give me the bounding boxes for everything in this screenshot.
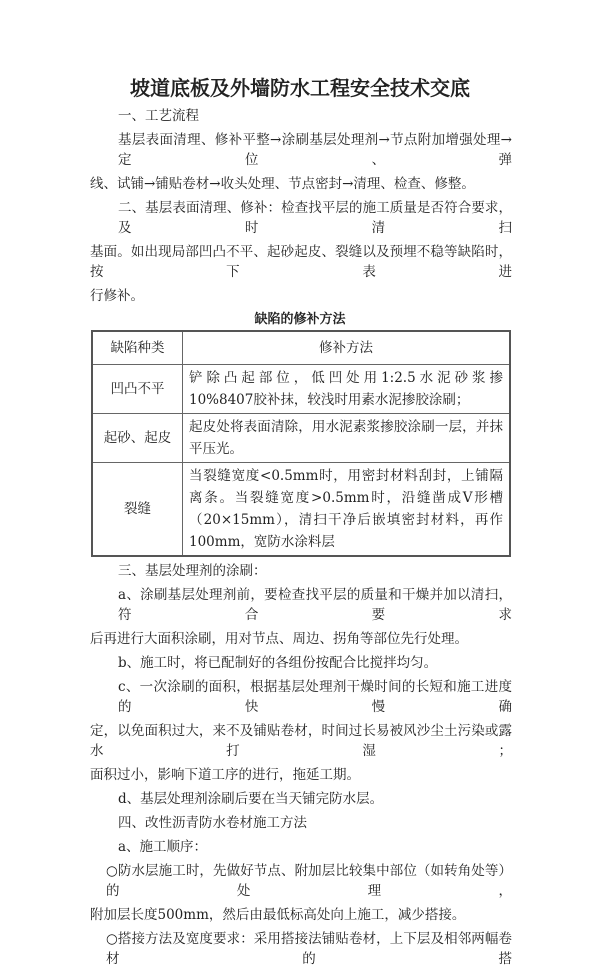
paragraph-line: ○搭接方法及宽度要求：采用搭接法铺贴卷材，上下层及相邻两幅卷材的搭: [106, 930, 512, 967]
paragraph-line: d、基层处理剂涂刷后要在当天铺完防水层。: [118, 790, 384, 807]
paragraph-line: b、施工时，将已配制好的各组份按配合比搅拌均匀。: [118, 654, 438, 671]
table-header: 缺陷种类: [92, 331, 183, 364]
paragraph-line: 基层表面清理、修补平整→涂刷基层处理剂→节点附加增强处理→定位、弹: [118, 132, 512, 168]
paragraph-line: 附加层长度500mm，然后由最低标高处向上施工，减少搭接。: [90, 906, 466, 923]
table-cell: 凹凸不平: [92, 364, 183, 413]
paragraph-line: c、一次涂刷的面积，根据基层处理剂干燥时间的长短和施工进度的快慢确: [118, 678, 512, 715]
table-cell: 裂缝: [92, 462, 183, 556]
table-cell: 起皮处将表面清除，用水泥素浆掺胶涂刷一层，并抹平压光。: [183, 413, 511, 462]
paragraph-line: 后再进行大面积涂刷，用对节点、周边、拐角等部位先行处理。: [90, 630, 468, 647]
defect-repair-table: [91, 330, 511, 557]
paragraph-line: 行修补。: [90, 288, 144, 304]
table-row: [92, 462, 510, 556]
table-header-row: [92, 331, 510, 364]
table-cell: 起砂、起皮: [92, 413, 183, 462]
paragraph-line: 基面。如出现局部凹凸不平、起砂起皮、裂缝以及预埋不稳等缺陷时，按下表进: [90, 244, 512, 280]
section-heading-3: 三、基层处理剂的涂刷：: [118, 562, 267, 579]
paragraph-line: 线、试铺→铺贴卷材→收头处理、节点密封→清理、检查、修整。: [90, 176, 475, 192]
paragraph-line: 面积过小，影响下道工序的进行，拖延工期。: [90, 766, 360, 783]
paragraph-line: 定，以免面积过大，来不及铺贴卷材，时间过长易被风沙尘土污染或露水打湿；: [90, 722, 512, 759]
section-heading-4: 四、改性沥青防水卷材施工方法: [118, 814, 307, 831]
table-row: [92, 364, 510, 413]
section-heading-1: 一、工艺流程: [118, 108, 199, 124]
table-header: 修补方法: [183, 331, 511, 364]
section-heading-2: 二、基层表面清理、修补：检查找平层的施工质量是否符合要求，及时清扫: [118, 200, 512, 236]
paragraph-line: ○防水层施工时，先做好节点、附加层比较集中部位（如转角处等）的处理，: [106, 862, 512, 899]
table-cell: 铲除凸起部位，低凹处用1:2.5水泥砂浆掺10%8407胶补抹，较浅时用素水泥掺胶涂刷；: [183, 364, 511, 413]
table-caption: 缺陷的修补方法: [254, 312, 346, 327]
document-title: 坡道底板及外墙防水工程安全技术交底: [130, 76, 470, 100]
paragraph-line: a、施工顺序：: [118, 838, 208, 855]
paragraph-line: a、涂刷基层处理剂前，要检查找平层的质量和干燥并加以清扫，符合要求: [118, 586, 512, 623]
table-cell: 当裂缝宽度<0.5mm时，用密封材料刮封，上铺隔离条。当裂缝宽度>0.5mm时，沿缝凿成V形槽（20×15mm），清扫干净后嵌填密封材料，再作100mm，宽防水涂料层: [183, 462, 511, 556]
table-row: [92, 413, 510, 462]
